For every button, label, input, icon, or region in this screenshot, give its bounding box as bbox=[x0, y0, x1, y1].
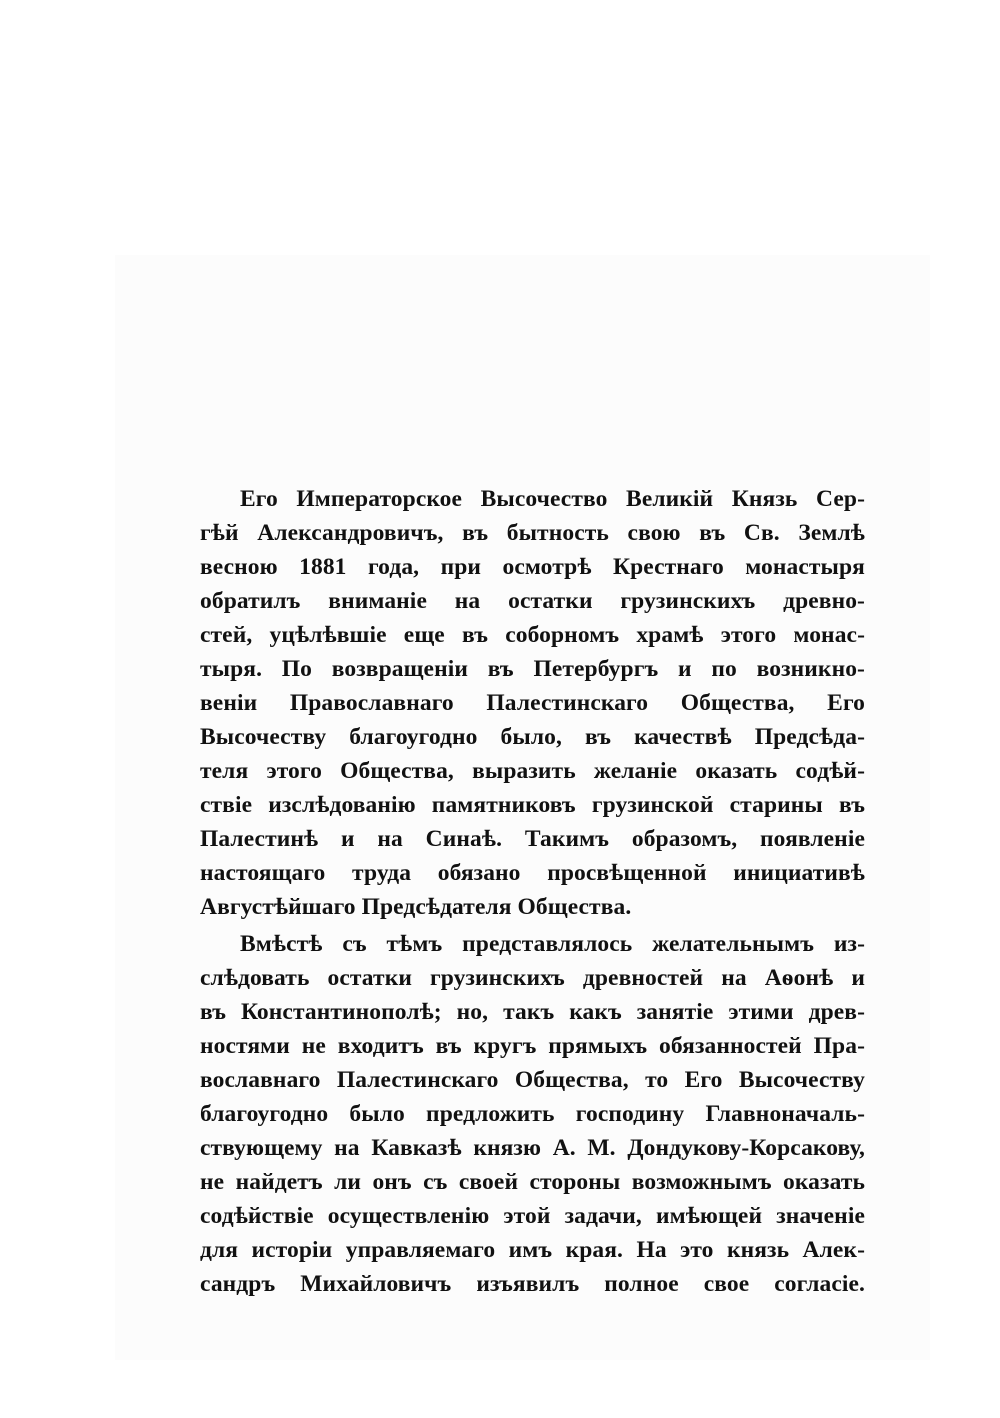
text-line: сандръ Михайловичъ изъявилъ полное свое согласіе. bbox=[200, 1271, 865, 1297]
text-line: гѣй Александровичъ, въ бытность свою въ Св. Землѣ bbox=[200, 520, 865, 546]
text-line: Высочеству благоугодно было, въ качествѣ Предсѣда- bbox=[200, 724, 865, 750]
text-line: не найдетъ ли онъ съ своей стороны возможнымъ оказать bbox=[200, 1169, 865, 1195]
text-line: для исторіи управляемаго имъ края. На это князь Алек- bbox=[200, 1237, 865, 1263]
page-body-text bbox=[200, 482, 865, 1301]
text-line: благоугодно было предложить господину Главноначаль- bbox=[200, 1101, 865, 1127]
text-line: Вмѣстѣ съ тѣмъ представлялось желательнымъ из- bbox=[240, 931, 865, 957]
text-line: вославнаго Палестинскаго Общества, то Его Высочеству bbox=[200, 1067, 865, 1093]
text-line: въ Константинополѣ; но, такъ какъ занятіе этими древ- bbox=[200, 999, 865, 1025]
paragraph bbox=[200, 927, 865, 1301]
text-line: ностями не входитъ въ кругъ прямыхъ обязанностей Пра- bbox=[200, 1033, 865, 1059]
text-line: теля этого Общества, выразить желаніе оказать содѣй- bbox=[200, 758, 865, 784]
text-line: стей, уцѣлѣвшіе еще въ соборномъ храмѣ этого монас- bbox=[200, 622, 865, 648]
text-line: ствующему на Кавказѣ князю А. М. Дондукову-Корсакову, bbox=[200, 1135, 865, 1161]
text-line: содѣйствіе осуществленію этой задачи, имѣющей значеніе bbox=[200, 1203, 865, 1229]
text-line: тыря. По возвращеніи въ Петербургъ и по возникно- bbox=[200, 656, 865, 682]
text-line: настоящаго труда обязано просвѣщенной инициативѣ bbox=[200, 860, 865, 886]
text-line: Палестинѣ и на Синаѣ. Такимъ образомъ, появленіе bbox=[200, 826, 865, 852]
paragraph bbox=[200, 482, 865, 924]
text-line: ствіе изслѣдованію памятниковъ грузинской старины въ bbox=[200, 792, 865, 818]
text-line: веніи Православнаго Палестинскаго Общества, Его bbox=[200, 690, 865, 716]
text-line: слѣдовать остатки грузинскихъ древностей на Аѳонѣ и bbox=[200, 965, 865, 991]
text-line: Его Императорское Высочество Великій Князь Сер- bbox=[240, 486, 865, 512]
text-line: Августѣйшаго Предсѣдателя Общества. bbox=[200, 894, 632, 920]
text-line: обратилъ вниманіе на остатки грузинскихъ древно- bbox=[200, 588, 865, 614]
text-line: весною 1881 года, при осмотрѣ Крестнаго монастыря bbox=[200, 554, 865, 580]
